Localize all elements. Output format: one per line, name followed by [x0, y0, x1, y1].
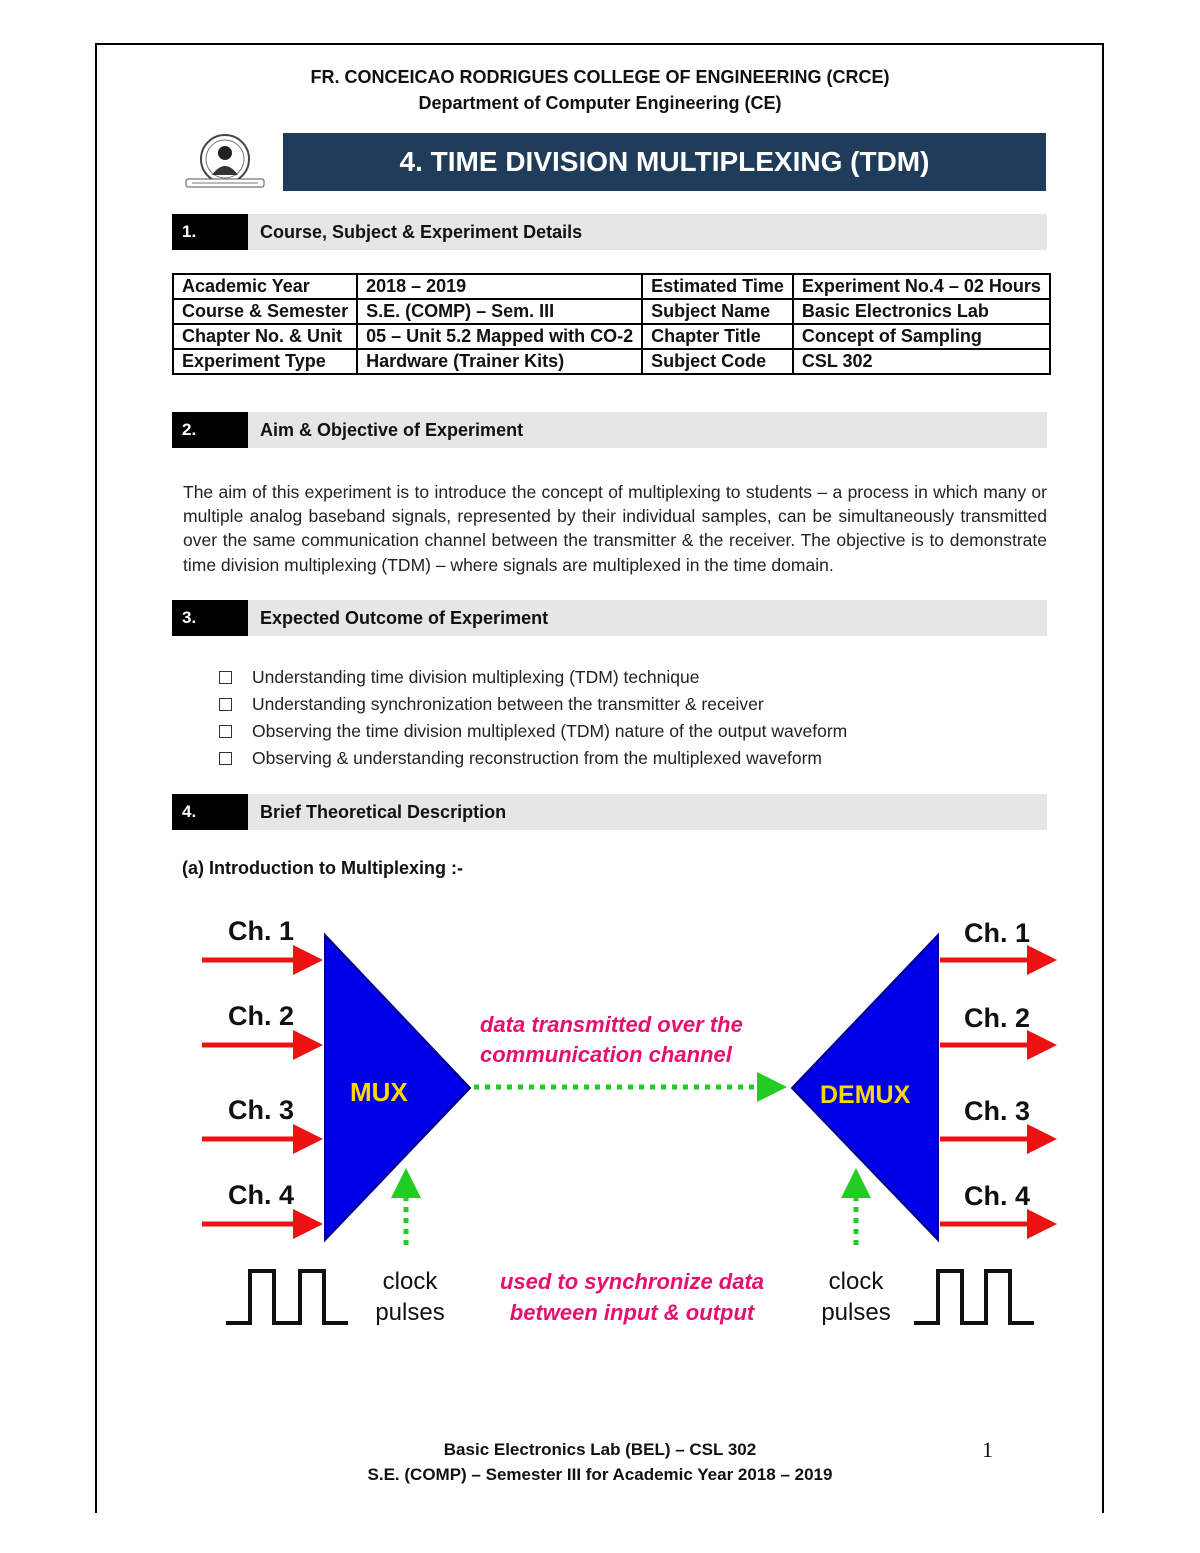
section-title: Expected Outcome of Experiment [260, 608, 549, 628]
table-cell: Academic Year [173, 274, 357, 299]
table-cell: Concept of Sampling [793, 324, 1050, 349]
subsection-heading: (a) Introduction to Multiplexing :- [182, 858, 463, 878]
clock-label: clock [828, 1268, 884, 1295]
footer-course: Basic Electronics Lab (BEL) – CSL 302 [443, 1440, 757, 1459]
outcome-text: Observing the time division multiplexed (TDM) nature of the output waveform [252, 721, 848, 741]
table-cell: 05 – Unit 5.2 Mapped with CO-2 [357, 324, 642, 349]
outcome-text: Observing & understanding reconstruction from the multiplexed waveform [252, 748, 822, 768]
multiplexing-diagram [190, 905, 1070, 1345]
page-number: 1 [982, 1437, 993, 1462]
clock-waveform-icon [226, 1271, 348, 1323]
output-channel-label: Ch. 4 [964, 1181, 1031, 1211]
table-cell: Subject Name [642, 299, 793, 324]
table-row [173, 274, 1050, 299]
table-cell: 2018 – 2019 [357, 274, 642, 299]
outcome-text: Understanding time division multiplexing (TDM) technique [252, 667, 700, 687]
table-cell: CSL 302 [793, 349, 1050, 374]
page-border [95, 43, 97, 1513]
output-channel-label: Ch. 3 [964, 1096, 1031, 1126]
clock-label: pulses [375, 1299, 445, 1326]
list-item [218, 691, 847, 718]
list-item [218, 745, 847, 772]
output-channel-label: Ch. 2 [964, 1003, 1031, 1033]
sync-label: used to synchronize data [499, 1269, 765, 1294]
table-cell: Hardware (Trainer Kits) [357, 349, 642, 374]
aim-paragraph: The aim of this experiment is to introduce the concept of multiplexing to students – a process in which many or multiple analog baseband signals, represented by their individual samples, can be simultaneously transmitted over the same communication channel between the transmitter & the receiver. The objective is to demonstrate time division multiplexing (TDM) – where signals are multiplexed in the time domain. [183, 482, 1047, 575]
clock-waveform-icon [914, 1271, 1034, 1323]
section-title: Aim & Objective of Experiment [260, 420, 524, 440]
input-channel-label: Ch. 1 [228, 916, 295, 946]
college-logo [182, 131, 268, 193]
checkbox-icon [219, 698, 232, 711]
section-header [172, 214, 1047, 250]
section-number: 3. [172, 600, 248, 636]
section-header [172, 600, 1047, 636]
outcomes-list [218, 664, 847, 772]
table-cell: Course & Semester [173, 299, 357, 324]
department-name: Department of Computer Engineering (CE) [418, 93, 782, 113]
checkbox-icon [219, 671, 232, 684]
list-item [218, 664, 847, 691]
table-row [173, 324, 1050, 349]
mux-label: MUX [350, 1077, 408, 1107]
list-item [218, 718, 847, 745]
details-table [172, 273, 1051, 375]
experiment-title: 4. TIME DIVISION MULTIPLEXING (TDM) [283, 133, 1046, 191]
input-channel-label: Ch. 3 [228, 1095, 295, 1125]
clock-label: pulses [821, 1299, 891, 1326]
table-cell: Basic Electronics Lab [793, 299, 1050, 324]
table-row [173, 299, 1050, 324]
section-number: 4. [172, 794, 248, 830]
page-border [95, 43, 1104, 45]
table-cell: Experiment No.4 – 02 Hours [793, 274, 1050, 299]
output-channel-label: Ch. 1 [964, 918, 1031, 948]
channel-label: data transmitted over the [480, 1012, 743, 1037]
sync-label: between input & output [509, 1300, 755, 1325]
section-header [172, 412, 1047, 448]
demux-label: DEMUX [820, 1081, 911, 1109]
page-border [1102, 43, 1104, 1513]
checkbox-icon [219, 725, 232, 738]
clock-label: clock [382, 1268, 438, 1295]
checkbox-icon [219, 752, 232, 765]
footer-semester: S.E. (COMP) – Semester III for Academic Year 2018 – 2019 [367, 1465, 833, 1484]
table-cell: Estimated Time [642, 274, 793, 299]
section-title: Brief Theoretical Description [260, 802, 507, 822]
section-number: 1. [172, 214, 248, 250]
input-channel-label: Ch. 2 [228, 1001, 295, 1031]
section-header [172, 794, 1047, 830]
table-cell: Chapter Title [642, 324, 793, 349]
table-row [173, 349, 1050, 374]
college-name: FR. CONCEICAO RODRIGUES COLLEGE OF ENGINEERING (CRCE) [310, 67, 890, 87]
table-cell: Experiment Type [173, 349, 357, 374]
outcome-text: Understanding synchronization between the transmitter & receiver [252, 694, 764, 714]
table-cell: Subject Code [642, 349, 793, 374]
input-channel-label: Ch. 4 [228, 1180, 295, 1210]
section-title: Course, Subject & Experiment Details [260, 222, 583, 242]
channel-label: communication channel [480, 1042, 732, 1067]
section-number: 2. [172, 412, 248, 448]
table-cell: S.E. (COMP) – Sem. III [357, 299, 642, 324]
table-cell: Chapter No. & Unit [173, 324, 357, 349]
